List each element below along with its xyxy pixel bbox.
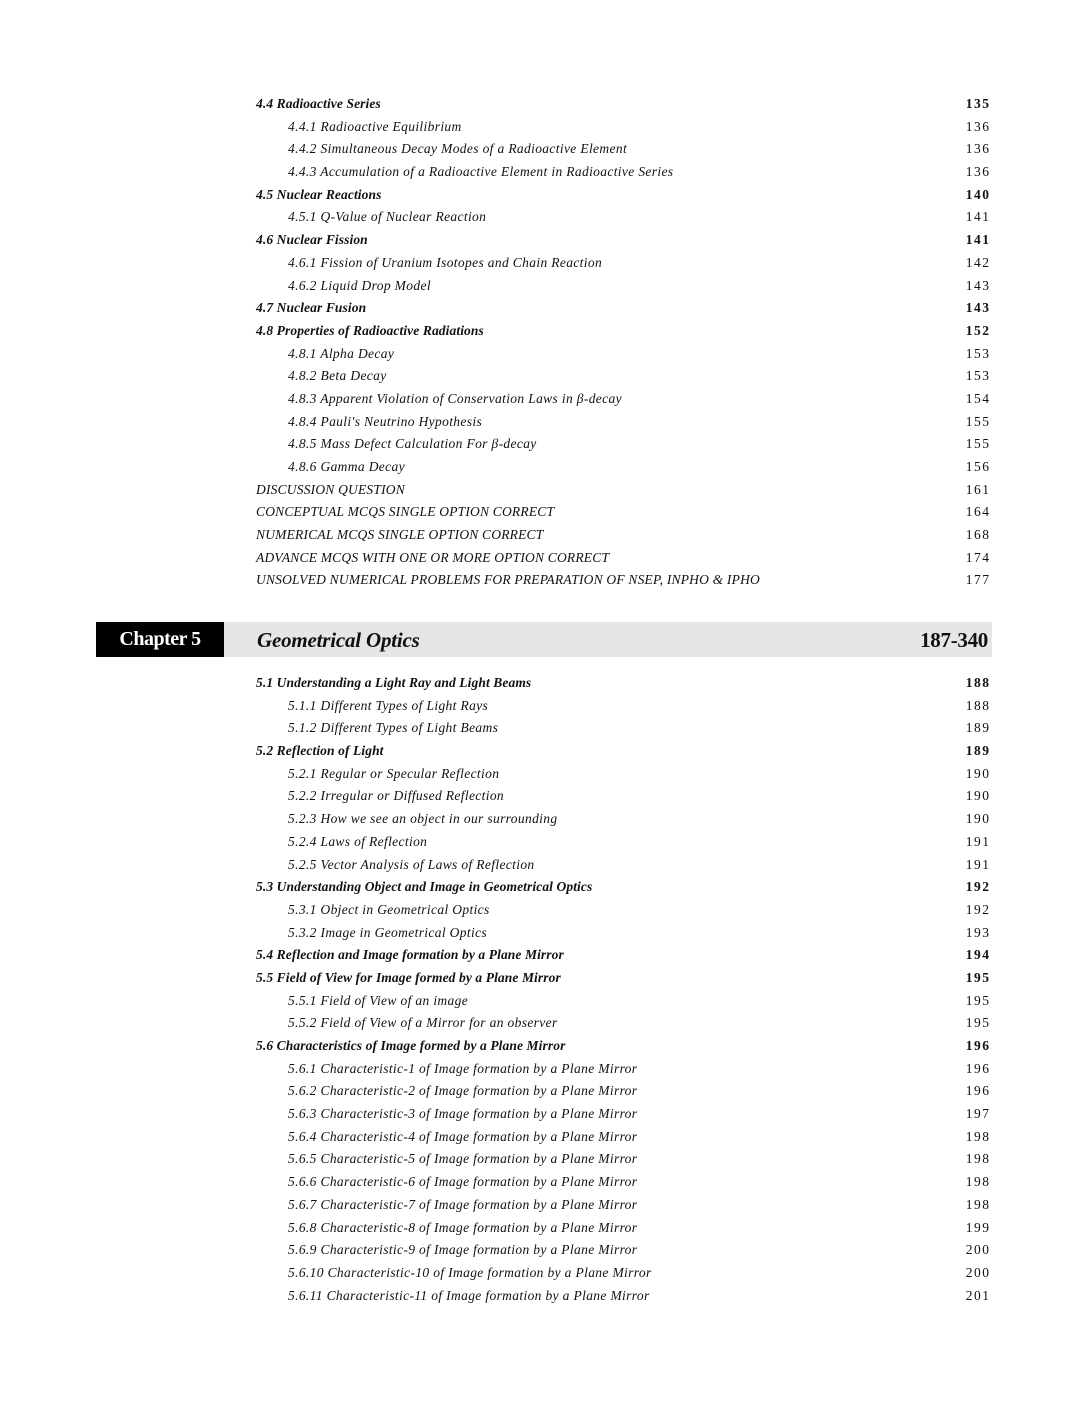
entry-title: 4.8.5 Mass Defect Calculation For β-decay	[288, 436, 537, 452]
entry-title: DISCUSSION QUESTION	[256, 481, 405, 497]
entry-title: 5.3 Understanding Object and Image in Geometrical Optics	[256, 879, 593, 895]
toc-subsection-entry	[256, 1194, 989, 1217]
entry-page-number: 152	[965, 322, 991, 338]
entry-page-number: 153	[965, 345, 991, 361]
toc-section-entry	[256, 876, 989, 899]
entry-title: 4.5 Nuclear Reactions	[256, 186, 382, 202]
entry-page-number: 198	[965, 1128, 991, 1144]
toc-subsection-entry	[256, 1285, 989, 1308]
entry-page-number: 155	[965, 436, 991, 452]
entry-title: CONCEPTUAL MCQS SINGLE OPTION CORRECT	[256, 504, 555, 520]
toc-subsection-entry	[256, 365, 989, 388]
entry-title: 4.5.1 Q-Value of Nuclear Reaction	[288, 209, 487, 225]
toc-exercise-entry	[256, 501, 989, 524]
toc-section-entry	[256, 184, 989, 207]
entry-page-number: 153	[965, 368, 991, 384]
entry-title: 5.6.4 Characteristic-4 of Image formation by a Plane Mirror	[288, 1128, 638, 1144]
entry-title: 5.5.1 Field of View of an image	[288, 992, 469, 1008]
entry-page-number: 201	[965, 1287, 991, 1303]
toc-section-entry	[256, 93, 989, 116]
entry-title: 5.3.1 Object in Geometrical Optics	[288, 901, 490, 917]
toc-section-entry	[256, 1035, 989, 1058]
toc-exercise-entry	[256, 479, 989, 502]
toc-subsection-entry	[256, 116, 989, 139]
entry-page-number: 161	[965, 481, 991, 497]
entry-title: 4.6 Nuclear Fission	[256, 232, 368, 248]
entry-page-number: 136	[965, 164, 991, 180]
toc-chapter-4-continued	[256, 93, 989, 592]
toc-section-entry	[256, 320, 989, 343]
entry-page-number: 191	[965, 833, 991, 849]
entry-page-number: 190	[965, 788, 991, 804]
entry-title: 5.6.6 Characteristic-6 of Image formation by a Plane Mirror	[288, 1174, 638, 1190]
toc-subsection-entry	[256, 1080, 989, 1103]
entry-page-number: 196	[965, 1060, 991, 1076]
toc-subsection-entry	[256, 1217, 989, 1240]
toc-subsection-entry	[256, 1148, 989, 1171]
entry-page-number: 136	[965, 118, 991, 134]
entry-title: 5.2.4 Laws of Reflection	[288, 833, 428, 849]
toc-exercise-entry	[256, 524, 989, 547]
entry-title: 4.8.2 Beta Decay	[288, 368, 387, 384]
entry-page-number: 142	[965, 254, 991, 270]
entry-title: 5.5.2 Field of View of a Mirror for an observer	[288, 1015, 558, 1031]
entry-page-number: 190	[965, 811, 991, 827]
toc-subsection-entry	[256, 695, 989, 718]
entry-page-number: 168	[965, 527, 991, 543]
toc-subsection-entry	[256, 206, 989, 229]
entry-title: 5.4 Reflection and Image formation by a Plane Mirror	[256, 947, 564, 963]
toc-subsection-entry	[256, 456, 989, 479]
entry-title: 4.6.2 Liquid Drop Model	[288, 277, 431, 293]
entry-page-number: 189	[965, 720, 991, 736]
entry-page-number: 200	[965, 1242, 991, 1258]
toc-subsection-entry	[256, 990, 989, 1013]
entry-page-number: 189	[965, 743, 991, 759]
toc-section-entry	[256, 229, 989, 252]
entry-page-number: 140	[965, 186, 991, 202]
entry-page-number: 154	[965, 390, 991, 406]
toc-subsection-entry	[256, 252, 989, 275]
entry-title: 4.8.1 Alpha Decay	[288, 345, 395, 361]
entry-title: 5.6.9 Characteristic-9 of Image formation by a Plane Mirror	[288, 1242, 638, 1258]
toc-subsection-entry	[256, 1239, 989, 1262]
entry-title: 4.7 Nuclear Fusion	[256, 300, 367, 316]
toc-subsection-entry	[256, 161, 989, 184]
toc-section-entry	[256, 672, 989, 695]
entry-title: 5.6.3 Characteristic-3 of Image formation by a Plane Mirror	[288, 1106, 638, 1122]
entry-page-number: 198	[965, 1151, 991, 1167]
toc-exercise-entry	[256, 569, 989, 592]
toc-subsection-entry	[256, 433, 989, 456]
entry-page-number: 196	[965, 1038, 991, 1053]
entry-page-number: 195	[965, 992, 991, 1008]
toc-section-entry	[256, 297, 989, 320]
entry-title: 4.4 Radioactive Series	[256, 96, 381, 111]
entry-title: 4.4.1 Radioactive Equilibrium	[288, 118, 462, 134]
entry-title: 5.6.11 Characteristic-11 of Image formation by a Plane Mirror	[288, 1287, 650, 1303]
toc-subsection-entry	[256, 1103, 989, 1126]
entry-title: 5.2.1 Regular or Specular Reflection	[288, 765, 500, 781]
entry-page-number: 177	[965, 572, 991, 588]
toc-subsection-entry	[256, 785, 989, 808]
entry-title: 5.3.2 Image in Geometrical Optics	[288, 924, 488, 940]
toc-subsection-entry	[256, 808, 989, 831]
entry-page-number: 199	[965, 1219, 991, 1235]
chapter-label: Chapter 5	[96, 622, 224, 657]
toc-subsection-entry	[256, 717, 989, 740]
toc-subsection-entry	[256, 1126, 989, 1149]
entry-title: 5.6.8 Characteristic-8 of Image formation by a Plane Mirror	[288, 1219, 638, 1235]
chapter-page-range: 187-340	[920, 628, 988, 652]
entry-page-number: 164	[965, 504, 991, 520]
toc-section-entry	[256, 740, 989, 763]
toc-subsection-entry	[256, 1058, 989, 1081]
toc-subsection-entry	[256, 899, 989, 922]
entry-page-number: 141	[965, 209, 991, 225]
toc-subsection-entry	[256, 1012, 989, 1035]
entry-page-number: 141	[965, 232, 991, 248]
toc-exercise-entry	[256, 547, 989, 570]
entry-page-number: 195	[965, 1015, 991, 1031]
entry-page-number: 197	[965, 1106, 991, 1122]
entry-page-number: 136	[965, 141, 991, 157]
entry-title: 5.6.1 Characteristic-1 of Image formation by a Plane Mirror	[288, 1060, 638, 1076]
entry-page-number: 192	[965, 901, 991, 917]
entry-title: 5.6.2 Characteristic-2 of Image formation by a Plane Mirror	[288, 1083, 638, 1099]
toc-chapter-5	[256, 672, 989, 1307]
entry-title: 4.4.3 Accumulation of a Radioactive Element in Radioactive Series	[288, 164, 674, 180]
entry-title: 5.6.5 Characteristic-5 of Image formation by a Plane Mirror	[288, 1151, 638, 1167]
toc-section-entry	[256, 967, 989, 990]
entry-title: 5.6.7 Characteristic-7 of Image formation by a Plane Mirror	[288, 1196, 638, 1212]
entry-page-number: 194	[965, 947, 991, 963]
entry-title: 5.2.3 How we see an object in our surrounding	[288, 811, 558, 827]
entry-page-number: 155	[965, 413, 991, 429]
toc-subsection-entry	[256, 922, 989, 945]
entry-page-number: 143	[965, 300, 991, 316]
entry-title: 4.6.1 Fission of Uranium Isotopes and Chain Reaction	[288, 254, 603, 270]
entry-title: 5.1.1 Different Types of Light Rays	[288, 697, 489, 713]
entry-title: 5.2 Reflection of Light	[256, 743, 384, 759]
entry-page-number: 135	[965, 96, 991, 111]
entry-title: NUMERICAL MCQS SINGLE OPTION CORRECT	[256, 527, 544, 543]
toc-subsection-entry	[256, 1171, 989, 1194]
entry-page-number: 190	[965, 765, 991, 781]
entry-title: ADVANCE MCQS WITH ONE OR MORE OPTION CORRECT	[256, 549, 610, 565]
entry-page-number: 195	[965, 969, 991, 985]
entry-page-number: 198	[965, 1196, 991, 1212]
entry-page-number: 191	[965, 856, 991, 872]
chapter-title: Geometrical Optics	[257, 628, 420, 652]
entry-title: 5.5 Field of View for Image formed by a Plane Mirror	[256, 969, 561, 985]
entry-title: 4.4.2 Simultaneous Decay Modes of a Radioactive Element	[288, 141, 628, 157]
toc-subsection-entry	[256, 411, 989, 434]
toc-subsection-entry	[256, 275, 989, 298]
toc-subsection-entry	[256, 763, 989, 786]
entry-title: 4.8 Properties of Radioactive Radiations	[256, 322, 484, 338]
entry-title: 4.8.6 Gamma Decay	[288, 459, 405, 474]
entry-page-number: 188	[965, 697, 991, 713]
entry-page-number: 174	[965, 549, 991, 565]
toc-subsection-entry	[256, 138, 989, 161]
toc-subsection-entry	[256, 831, 989, 854]
entry-title: 4.8.3 Apparent Violation of Conservation Laws in β-decay	[288, 390, 622, 406]
entry-title: 4.8.4 Pauli's Neutrino Hypothesis	[288, 413, 483, 429]
toc-section-entry	[256, 944, 989, 967]
entry-title: 5.6.10 Characteristic-10 of Image formation by a Plane Mirror	[288, 1264, 652, 1280]
entry-page-number: 200	[965, 1264, 991, 1280]
toc-subsection-entry	[256, 343, 989, 366]
toc-subsection-entry	[256, 1262, 989, 1285]
chapter-header	[96, 622, 992, 657]
entry-page-number: 192	[965, 879, 991, 895]
entry-title: UNSOLVED NUMERICAL PROBLEMS FOR PREPARATION OF NSEP, INPHO & IPHO	[256, 572, 760, 588]
entry-page-number: 188	[965, 675, 991, 690]
entry-title: 5.2.5 Vector Analysis of Laws of Reflection	[288, 856, 535, 872]
toc-subsection-entry	[256, 854, 989, 877]
toc-subsection-entry	[256, 388, 989, 411]
entry-page-number: 156	[965, 459, 991, 474]
entry-title: 5.1.2 Different Types of Light Beams	[288, 720, 499, 736]
entry-title: 5.2.2 Irregular or Diffused Reflection	[288, 788, 505, 804]
entry-page-number: 143	[965, 277, 991, 293]
entry-page-number: 196	[965, 1083, 991, 1099]
entry-title: 5.6 Characteristics of Image formed by a Plane Mirror	[256, 1038, 566, 1053]
entry-page-number: 198	[965, 1174, 991, 1190]
entry-title: 5.1 Understanding a Light Ray and Light Beams	[256, 675, 532, 690]
entry-page-number: 193	[965, 924, 991, 940]
